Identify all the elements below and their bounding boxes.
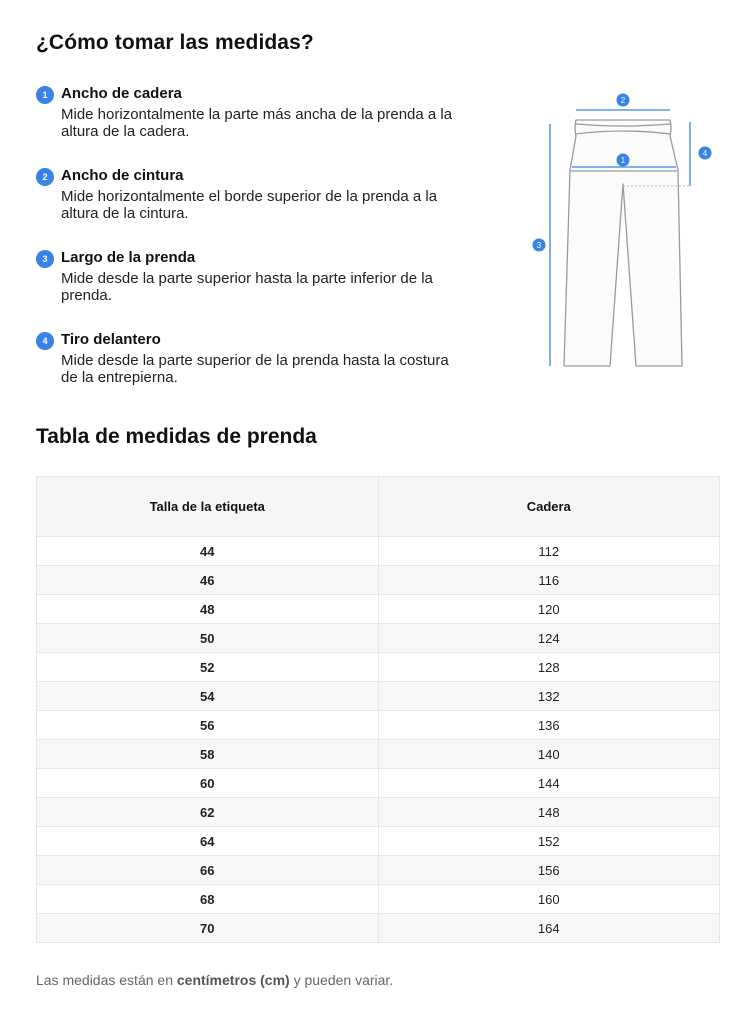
size-chart-table bbox=[36, 476, 720, 943]
marker-rise bbox=[699, 147, 712, 160]
footnote-text-end: y pueden variar. bbox=[289, 972, 394, 988]
table-row bbox=[37, 798, 720, 827]
hip-cell: 116 bbox=[378, 566, 720, 595]
step-description: Mide horizontalmente el borde superior de la prenda a la altura de la cintura. bbox=[61, 188, 438, 222]
size-cell: 70 bbox=[37, 914, 379, 943]
hip-cell: 140 bbox=[378, 740, 720, 769]
hip-cell: 128 bbox=[378, 653, 720, 682]
marker-waist bbox=[617, 94, 630, 107]
table-row bbox=[37, 711, 720, 740]
size-cell: 56 bbox=[37, 711, 379, 740]
size-cell: 68 bbox=[37, 885, 379, 914]
step-title: Tiro delantero bbox=[61, 331, 161, 348]
hip-cell: 144 bbox=[378, 769, 720, 798]
table-row bbox=[37, 827, 720, 856]
footnote-text: Las medidas están en bbox=[36, 972, 177, 988]
pants-measurement-diagram bbox=[528, 88, 728, 378]
svg-text:4: 4 bbox=[702, 149, 708, 158]
hip-cell: 148 bbox=[378, 798, 720, 827]
table-row bbox=[37, 856, 720, 885]
measurement-steps bbox=[36, 85, 476, 413]
size-cell: 50 bbox=[37, 624, 379, 653]
hip-cell: 124 bbox=[378, 624, 720, 653]
pants-measurement-icon bbox=[528, 88, 728, 378]
hip-cell: 136 bbox=[378, 711, 720, 740]
hip-cell: 164 bbox=[378, 914, 720, 943]
step-title: Largo de la prenda bbox=[61, 249, 196, 266]
step-number-badge: 4 bbox=[36, 332, 54, 350]
table-row bbox=[37, 740, 720, 769]
size-cell: 46 bbox=[37, 566, 379, 595]
hip-cell: 156 bbox=[378, 856, 720, 885]
hip-cell: 152 bbox=[378, 827, 720, 856]
hip-cell: 132 bbox=[378, 682, 720, 711]
marker-length bbox=[533, 239, 546, 252]
units-footnote bbox=[36, 972, 393, 988]
size-cell: 66 bbox=[37, 856, 379, 885]
size-cell: 52 bbox=[37, 653, 379, 682]
svg-text:2: 2 bbox=[620, 96, 626, 105]
size-table-title: Tabla de medidas de prenda bbox=[36, 425, 317, 448]
column-header-hip: Cadera bbox=[378, 477, 720, 537]
svg-text:3: 3 bbox=[536, 241, 542, 250]
table-row bbox=[37, 885, 720, 914]
size-cell: 58 bbox=[37, 740, 379, 769]
step-number-badge: 1 bbox=[36, 86, 54, 104]
table-row bbox=[37, 595, 720, 624]
step-description: Mide desde la parte superior de la prenda hasta la costura de la entrepierna. bbox=[61, 352, 449, 386]
size-cell: 44 bbox=[37, 537, 379, 566]
column-header-size: Talla de la etiqueta bbox=[37, 477, 379, 537]
size-cell: 64 bbox=[37, 827, 379, 856]
footnote-units: centímetros (cm) bbox=[176, 972, 290, 988]
table-row bbox=[37, 682, 720, 711]
table-row bbox=[37, 566, 720, 595]
step-title: Ancho de cadera bbox=[61, 85, 182, 102]
step-description: Mide desde la parte superior hasta la parte inferior de la prenda. bbox=[61, 270, 433, 304]
table-row bbox=[37, 914, 720, 943]
table-row bbox=[37, 624, 720, 653]
size-cell: 60 bbox=[37, 769, 379, 798]
step-garment-length bbox=[36, 249, 476, 331]
hip-cell: 120 bbox=[378, 595, 720, 624]
step-description: Mide horizontalmente la parte más ancha de la prenda a la altura de la cadera. bbox=[61, 106, 453, 140]
svg-text:1: 1 bbox=[620, 156, 626, 165]
table-header-row bbox=[37, 477, 720, 537]
step-number-badge: 2 bbox=[36, 168, 54, 186]
size-cell: 54 bbox=[37, 682, 379, 711]
page-title: ¿Cómo tomar las medidas? bbox=[36, 31, 314, 54]
step-front-rise bbox=[36, 331, 476, 413]
table-row bbox=[37, 653, 720, 682]
hip-cell: 112 bbox=[378, 537, 720, 566]
size-cell: 62 bbox=[37, 798, 379, 827]
step-title: Ancho de cintura bbox=[61, 167, 184, 184]
table-row bbox=[37, 537, 720, 566]
step-waist-width bbox=[36, 167, 476, 249]
marker-hip bbox=[617, 154, 630, 167]
step-hip-width bbox=[36, 85, 476, 167]
table-row bbox=[37, 769, 720, 798]
size-cell: 48 bbox=[37, 595, 379, 624]
step-number-badge: 3 bbox=[36, 250, 54, 268]
hip-cell: 160 bbox=[378, 885, 720, 914]
